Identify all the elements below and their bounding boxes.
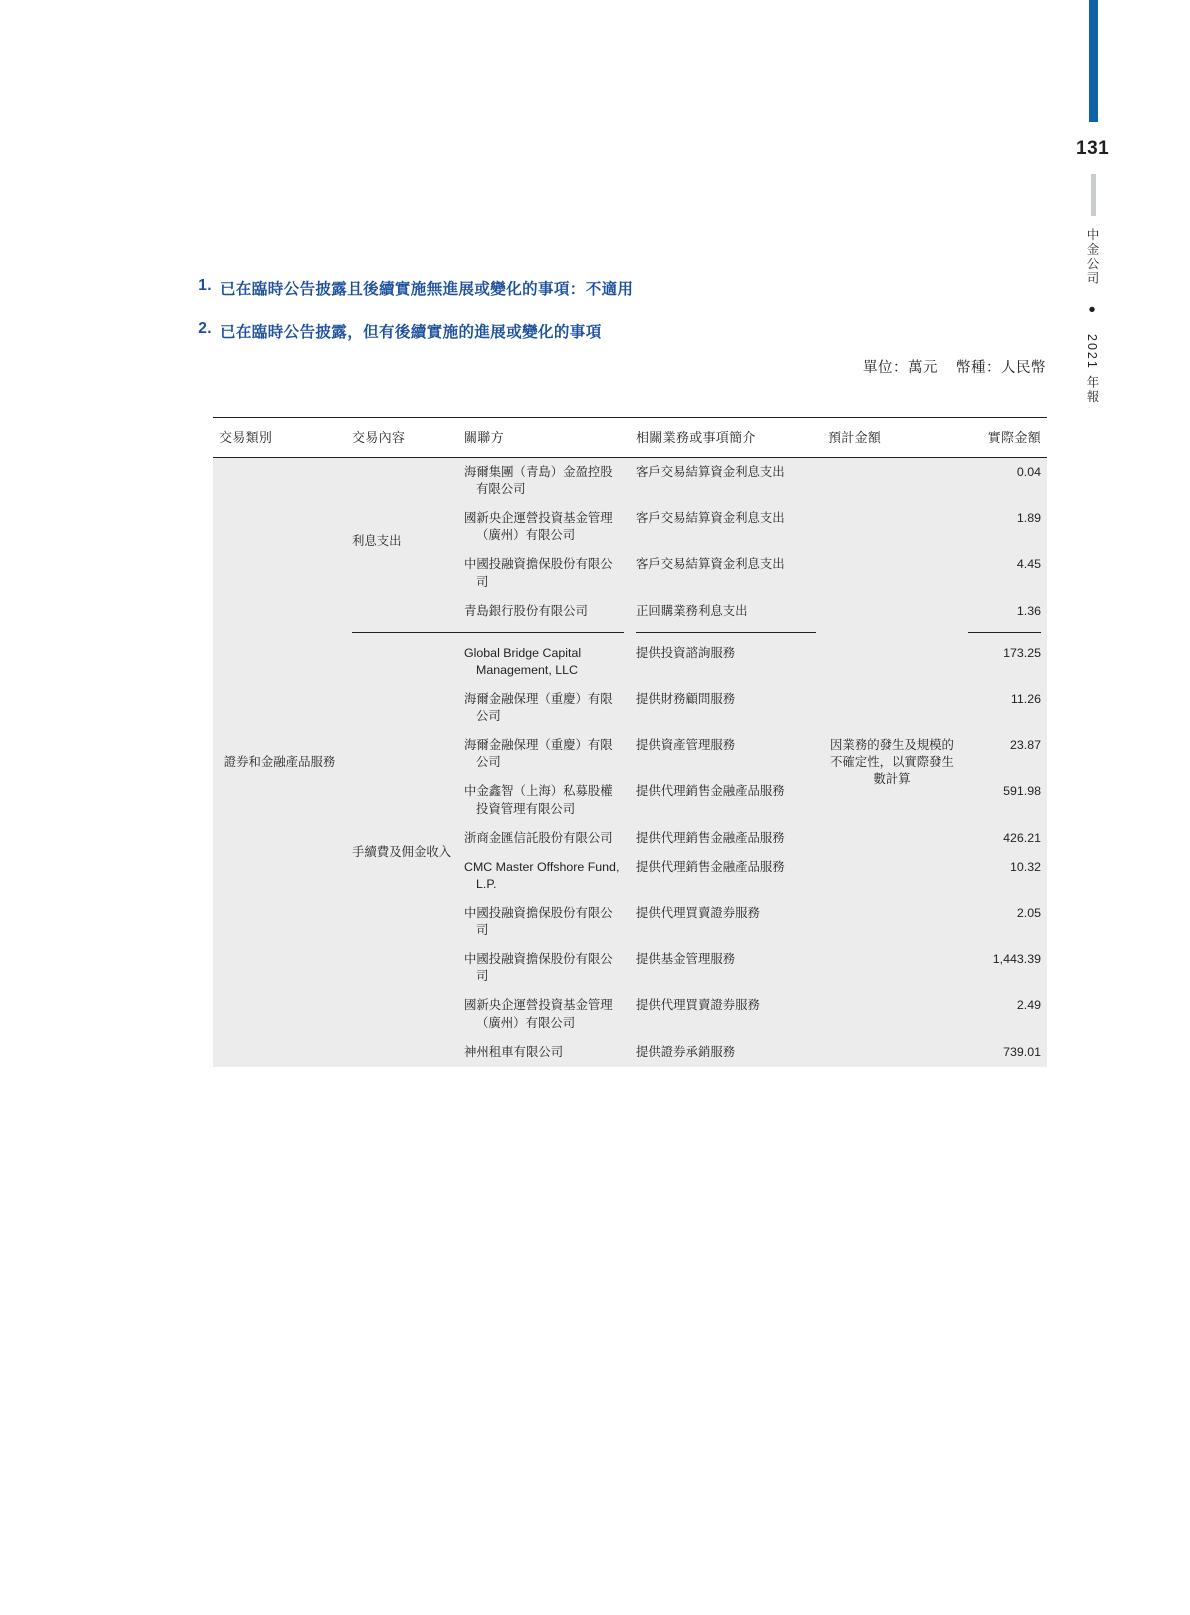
cell-actual-amount: 4.45 [962, 550, 1047, 596]
heading-item-1-text: 已在臨時公告披露且後續實施無進展或變化的事項：不適用 [220, 281, 634, 298]
cell-description: 正回購業務利息支出 [630, 597, 822, 626]
cell-actual-amount: 23.87 [962, 731, 1047, 777]
heading-item-2 [198, 320, 602, 342]
table-header-row [213, 418, 1047, 458]
column-header-estimated-amount: 預計金額 [822, 418, 962, 458]
cell-actual-amount: 2.05 [962, 899, 1047, 945]
cell-party: 神州租車有限公司 [458, 1038, 630, 1067]
heading-item-2-text: 已在臨時公告披露，但有後續實施的進展或變化的事項 [220, 324, 602, 341]
cell-actual-amount: 173.25 [962, 639, 1047, 685]
cell-party: 國新央企運營投資基金管理（廣州）有限公司 [458, 991, 630, 1037]
cell-party: Global Bridge Capital Management, LLC [458, 639, 630, 685]
cell-actual-amount: 10.32 [962, 853, 1047, 899]
cell-actual-amount: 2.49 [962, 991, 1047, 1037]
cell-actual-amount: 1.36 [962, 597, 1047, 626]
related-party-transactions-table-wrap [213, 417, 1047, 1067]
column-header-content: 交易內容 [346, 418, 458, 458]
cell-actual-amount: 1,443.39 [962, 945, 1047, 991]
cell-actual-amount: 11.26 [962, 685, 1047, 731]
unit-note-unit: 單位：萬元 [863, 360, 938, 376]
cell-description: 提供代理銷售金融產品服務 [630, 777, 822, 823]
heading-item-2-number: 2. [198, 320, 212, 337]
running-header [1083, 228, 1101, 404]
cell-party: 海爾金融保理（重慶）有限公司 [458, 685, 630, 731]
cell-party: CMC Master Offshore Fund, L.P. [458, 853, 630, 899]
cell-party: 中國投融資擔保股份有限公司 [458, 550, 630, 596]
cell-actual-amount: 426.21 [962, 824, 1047, 853]
cell-party: 國新央企運營投資基金管理（廣州）有限公司 [458, 504, 630, 550]
table-row [213, 458, 1047, 505]
page-accent-bar [1089, 0, 1098, 122]
cell-party: 海爾集團（青島）金盈控股有限公司 [458, 458, 630, 505]
column-header-description: 相關業務或事項簡介 [630, 418, 822, 458]
cell-description: 客戶交易結算資金利息支出 [630, 504, 822, 550]
heading-item-1-number: 1. [198, 277, 212, 294]
page-divider-rule [1091, 174, 1096, 216]
unit-note-currency: 幣種：人民幣 [956, 360, 1046, 376]
cell-description: 提供財務顧問服務 [630, 685, 822, 731]
cell-party: 中金鑫智（上海）私募股權投資管理有限公司 [458, 777, 630, 823]
column-header-party: 關聯方 [458, 418, 630, 458]
cell-estimated-amount: 因業務的發生及規模的不確定性，以實際發生數計算 [822, 458, 962, 1067]
cell-party: 海爾金融保理（重慶）有限公司 [458, 731, 630, 777]
cell-description: 提供資產管理服務 [630, 731, 822, 777]
page-number: 131 [1076, 138, 1110, 159]
cell-actual-amount: 1.89 [962, 504, 1047, 550]
cell-description: 提供代理買賣證券服務 [630, 991, 822, 1037]
cell-content-fees: 手續費及佣金收入 [346, 639, 458, 1067]
cell-description: 提供代理買賣證券服務 [630, 899, 822, 945]
cell-party: 中國投融資擔保股份有限公司 [458, 945, 630, 991]
cell-content-interest: 利息支出 [346, 458, 458, 626]
column-header-actual-amount: 實際金額 [962, 418, 1047, 458]
cell-description: 提供基金管理服務 [630, 945, 822, 991]
cell-party: 青島銀行股份有限公司 [458, 597, 630, 626]
cell-party: 中國投融資擔保股份有限公司 [458, 899, 630, 945]
running-header-company: 中金公司 [1085, 228, 1099, 286]
cell-description: 提供代理銷售金融產品服務 [630, 853, 822, 899]
cell-description: 提供證券承銷服務 [630, 1038, 822, 1067]
cell-description: 客戶交易結算資金利息支出 [630, 458, 822, 505]
column-header-category: 交易類別 [213, 418, 346, 458]
related-party-transactions-table [213, 417, 1047, 1067]
cell-actual-amount: 739.01 [962, 1038, 1047, 1067]
cell-description: 提供代理銷售金融產品服務 [630, 824, 822, 853]
running-header-separator: ● [1085, 302, 1099, 318]
cell-party: 浙商金匯信託股份有限公司 [458, 824, 630, 853]
cell-category: 證券和金融產品服務 [213, 458, 346, 1067]
cell-description: 提供投資諮詢服務 [630, 639, 822, 685]
cell-actual-amount: 0.04 [962, 458, 1047, 505]
running-header-year: 2021 年報 [1085, 334, 1099, 405]
cell-description: 客戶交易結算資金利息支出 [630, 550, 822, 596]
unit-note [0, 356, 1046, 377]
cell-actual-amount: 591.98 [962, 777, 1047, 823]
heading-item-1 [198, 277, 634, 299]
